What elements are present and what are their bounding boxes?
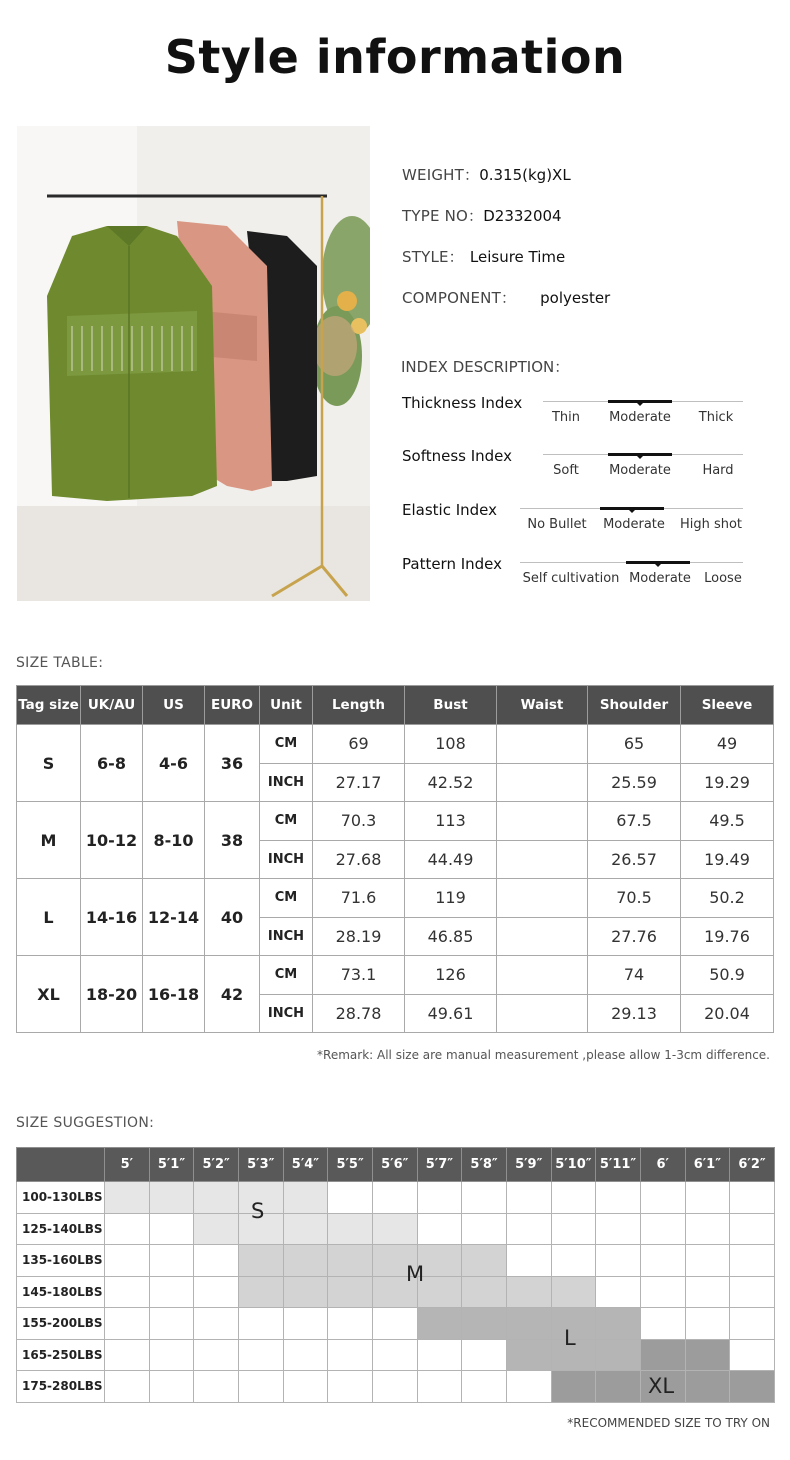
suggestion-cell	[238, 1339, 283, 1371]
index-pointer-icon	[637, 403, 643, 406]
index-option-selected: Moderate	[603, 517, 665, 532]
suggestion-cell-size-m	[462, 1276, 507, 1308]
size-col-header: Waist	[497, 686, 588, 725]
weight-row-label: 165-250LBS	[17, 1339, 105, 1371]
weight-row-label: 145-180LBS	[17, 1276, 105, 1308]
size-measure-cell: 67.5	[588, 802, 681, 841]
index-option: Self cultivation	[522, 571, 620, 586]
suggestion-cell-size-m	[283, 1245, 328, 1277]
suggestion-row	[17, 1213, 775, 1245]
suggestion-cell	[506, 1371, 551, 1403]
size-measure-cell: 20.04	[681, 994, 774, 1033]
size-measure-cell: 19.76	[681, 917, 774, 956]
size-measure-cell	[497, 725, 588, 764]
height-col-header: 5′2″	[194, 1148, 239, 1182]
height-col-header: 5′5″	[328, 1148, 373, 1182]
suggestion-cell	[685, 1276, 730, 1308]
weight-row-label: 175-280LBS	[17, 1371, 105, 1403]
size-euro-cell: 36	[205, 725, 260, 802]
suggestion-cell	[640, 1276, 685, 1308]
suggestion-cell	[283, 1308, 328, 1340]
index-option-selected: Moderate	[609, 410, 671, 425]
suggestion-cell	[730, 1213, 775, 1245]
component-row	[402, 287, 610, 308]
size-col-header: Shoulder	[588, 686, 681, 725]
suggestion-cell	[730, 1308, 775, 1340]
suggestion-cell	[596, 1245, 641, 1277]
size-suggestion-table	[16, 1147, 775, 1403]
suggestion-cell	[596, 1213, 641, 1245]
size-euro-cell: 42	[205, 956, 260, 1033]
size-table-row	[17, 802, 774, 841]
suggestion-cell	[640, 1213, 685, 1245]
suggestion-cell-size-x	[730, 1371, 775, 1403]
size-measure-cell	[497, 917, 588, 956]
suggestion-cell-size-s	[283, 1213, 328, 1245]
suggestion-cell	[730, 1339, 775, 1371]
weight-row-label: 125-140LBS	[17, 1213, 105, 1245]
index-pointer-icon	[655, 564, 661, 567]
size-unit-cell: CM	[260, 725, 313, 764]
index-option-selected: Moderate	[629, 571, 691, 586]
suggestion-row	[17, 1339, 775, 1371]
size-table-row	[17, 956, 774, 995]
size-measure-cell: 29.13	[588, 994, 681, 1033]
height-col-header: 5′10″	[551, 1148, 596, 1182]
suggestion-cell	[149, 1308, 194, 1340]
index-name: Pattern Index	[402, 555, 503, 573]
index-option: Thick	[698, 410, 734, 425]
suggestion-cell-size-l	[596, 1339, 641, 1371]
suggestion-cell-size-s	[149, 1182, 194, 1214]
suggestion-cell	[596, 1276, 641, 1308]
size-uk-cell: 10-12	[81, 802, 143, 879]
height-col-header: 5′11″	[596, 1148, 641, 1182]
size-measure-cell	[497, 956, 588, 995]
height-col-header: 5′	[105, 1148, 150, 1182]
size-measure-cell: 19.29	[681, 763, 774, 802]
suggestion-cell-size-m	[328, 1245, 373, 1277]
weight-label: WEIGHT：	[402, 166, 480, 184]
suggestion-cell	[551, 1213, 596, 1245]
index-option-selected: Moderate	[609, 463, 671, 478]
height-col-header: 5′9″	[506, 1148, 551, 1182]
size-measure-cell: 42.52	[405, 763, 497, 802]
suggestion-cell-size-l	[417, 1308, 462, 1340]
size-measure-cell: 19.49	[681, 840, 774, 879]
suggestion-cell	[105, 1245, 150, 1277]
size-unit-cell: CM	[260, 802, 313, 841]
size-measure-cell	[497, 879, 588, 918]
suggestion-cell	[730, 1276, 775, 1308]
suggestion-cell-size-l	[506, 1339, 551, 1371]
size-table-label: SIZE TABLE:	[16, 655, 104, 671]
suggestion-cell	[149, 1213, 194, 1245]
style-row	[402, 246, 565, 267]
suggestion-cell	[149, 1371, 194, 1403]
suggestion-cell	[551, 1182, 596, 1214]
size-measure-cell: 25.59	[588, 763, 681, 802]
suggestion-cell	[417, 1371, 462, 1403]
suggestion-cell	[328, 1371, 373, 1403]
suggestion-cell	[283, 1371, 328, 1403]
size-measure-cell: 108	[405, 725, 497, 764]
size-measure-cell: 119	[405, 879, 497, 918]
size-measure-cell: 50.9	[681, 956, 774, 995]
size-measure-cell: 126	[405, 956, 497, 995]
suggestion-cell	[105, 1276, 150, 1308]
size-us-cell: 4-6	[143, 725, 205, 802]
suggestion-cell-size-m	[238, 1276, 283, 1308]
suggestion-cell	[194, 1276, 239, 1308]
style-value: Leisure Time	[469, 248, 566, 266]
type-label: TYPE NO：	[402, 207, 484, 225]
size-measure-cell	[497, 840, 588, 879]
suggestion-cell-size-s	[194, 1213, 239, 1245]
size-remark: *Remark: All size are manual measurement ,please allow 1-3cm difference.	[317, 1048, 770, 1062]
suggestion-cell	[105, 1308, 150, 1340]
suggestion-cell-size-l	[462, 1308, 507, 1340]
size-table-header-row	[17, 686, 774, 725]
index-heading: INDEX DESCRIPTION：	[401, 358, 570, 376]
size-unit-cell: CM	[260, 879, 313, 918]
size-col-header: Sleeve	[681, 686, 774, 725]
suggestion-cell	[462, 1339, 507, 1371]
suggestion-cell-size-m	[462, 1245, 507, 1277]
size-measure-cell: 49.61	[405, 994, 497, 1033]
size-measure-cell	[497, 802, 588, 841]
size-measure-cell: 28.78	[313, 994, 405, 1033]
size-measure-cell	[497, 763, 588, 802]
size-measure-cell: 26.57	[588, 840, 681, 879]
suggestion-cell	[462, 1371, 507, 1403]
suggestion-cell	[328, 1339, 373, 1371]
size-measure-cell: 46.85	[405, 917, 497, 956]
suggestion-cell-size-x	[685, 1371, 730, 1403]
suggestion-cell	[283, 1339, 328, 1371]
suggestion-cell	[238, 1371, 283, 1403]
suggestion-corner-cell	[17, 1148, 105, 1182]
index-pointer-icon	[629, 510, 635, 513]
weight-row-label: 155-200LBS	[17, 1308, 105, 1340]
suggestion-cell-size-l	[506, 1308, 551, 1340]
suggestion-cell	[596, 1182, 641, 1214]
size-measure-cell: 113	[405, 802, 497, 841]
type-row	[402, 205, 562, 226]
suggestion-cell	[149, 1276, 194, 1308]
suggestion-cell	[417, 1182, 462, 1214]
suggestion-cell	[149, 1339, 194, 1371]
height-col-header: 6′	[640, 1148, 685, 1182]
suggestion-cell-size-x	[551, 1371, 596, 1403]
size-col-header: UK/AU	[81, 686, 143, 725]
suggestion-cell	[417, 1213, 462, 1245]
weight-row	[402, 164, 571, 185]
height-col-header: 5′6″	[372, 1148, 417, 1182]
height-col-header: 5′7″	[417, 1148, 462, 1182]
size-measure-cell: 50.2	[681, 879, 774, 918]
suggestion-cell-size-x	[685, 1339, 730, 1371]
suggestion-cell-size-m	[506, 1276, 551, 1308]
size-uk-cell: 14-16	[81, 879, 143, 956]
size-tag-cell: S	[17, 725, 81, 802]
size-euro-cell: 38	[205, 802, 260, 879]
suggestion-cell-size-m	[328, 1276, 373, 1308]
size-suggestion-label: SIZE SUGGESTION:	[16, 1115, 155, 1131]
size-measure-cell	[497, 994, 588, 1033]
size-unit-cell: INCH	[260, 763, 313, 802]
size-measure-cell: 49.5	[681, 802, 774, 841]
component-label: COMPONENT：	[402, 289, 517, 307]
size-measure-cell: 73.1	[313, 956, 405, 995]
height-col-header: 5′4″	[283, 1148, 328, 1182]
size-measure-cell: 44.49	[405, 840, 497, 879]
height-col-header: 6′2″	[730, 1148, 775, 1182]
suggestion-cell	[149, 1245, 194, 1277]
size-table	[16, 685, 774, 1033]
size-unit-cell: INCH	[260, 994, 313, 1033]
size-measure-cell: 69	[313, 725, 405, 764]
size-measure-cell: 49	[681, 725, 774, 764]
suggestion-cell	[685, 1182, 730, 1214]
size-uk-cell: 6-8	[81, 725, 143, 802]
size-tag-cell: M	[17, 802, 81, 879]
suggestion-cell	[194, 1245, 239, 1277]
size-measure-cell: 74	[588, 956, 681, 995]
type-value: D2332004	[483, 207, 562, 225]
index-name: Softness Index	[402, 447, 513, 465]
index-option: High shot	[679, 517, 743, 532]
suggestion-cell-size-s	[194, 1182, 239, 1214]
suggestion-cell	[372, 1339, 417, 1371]
suggestion-cell	[551, 1245, 596, 1277]
weight-value: 0.315(kg)XL	[479, 166, 571, 184]
height-col-header: 5′3″	[238, 1148, 283, 1182]
size-us-cell: 16-18	[143, 956, 205, 1033]
suggestion-cell-size-s	[283, 1182, 328, 1214]
size-table-row	[17, 725, 774, 764]
suggestion-cell	[685, 1245, 730, 1277]
suggestion-cell	[328, 1182, 373, 1214]
suggestion-header-row	[17, 1148, 775, 1182]
suggestion-cell	[640, 1308, 685, 1340]
suggestion-cell	[640, 1245, 685, 1277]
size-measure-cell: 70.3	[313, 802, 405, 841]
size-measure-cell: 65	[588, 725, 681, 764]
size-tag-cell: XL	[17, 956, 81, 1033]
size-col-header: US	[143, 686, 205, 725]
suggestion-cell	[506, 1213, 551, 1245]
index-option: Loose	[704, 571, 742, 586]
suggestion-cell	[194, 1308, 239, 1340]
zone-label-m: M	[406, 1262, 425, 1286]
weight-row-label: 100-130LBS	[17, 1182, 105, 1214]
recommend-note: *RECOMMENDED SIZE TO TRY ON	[567, 1416, 770, 1430]
size-measure-cell: 27.17	[313, 763, 405, 802]
zone-label-xl: XL	[648, 1374, 675, 1398]
suggestion-cell	[105, 1371, 150, 1403]
suggestion-cell	[105, 1213, 150, 1245]
size-table-row	[17, 879, 774, 918]
size-unit-cell: INCH	[260, 917, 313, 956]
index-option: Soft	[553, 463, 579, 478]
suggestion-cell	[685, 1213, 730, 1245]
suggestion-cell	[640, 1182, 685, 1214]
suggestion-cell	[238, 1308, 283, 1340]
suggestion-row	[17, 1245, 775, 1277]
suggestion-cell	[506, 1182, 551, 1214]
size-col-header: EURO	[205, 686, 260, 725]
suggestion-cell	[372, 1182, 417, 1214]
suggestion-cell	[417, 1339, 462, 1371]
suggestion-cell	[685, 1308, 730, 1340]
index-option: No Bullet	[527, 517, 587, 532]
component-value: polyester	[540, 289, 611, 307]
suggestion-cell	[462, 1182, 507, 1214]
suggestion-cell	[372, 1371, 417, 1403]
suggestion-cell-size-l	[596, 1308, 641, 1340]
index-option: Hard	[702, 463, 734, 478]
suggestion-cell-size-s	[328, 1213, 373, 1245]
size-measure-cell: 71.6	[313, 879, 405, 918]
size-measure-cell: 27.76	[588, 917, 681, 956]
size-col-header: Length	[313, 686, 405, 725]
height-col-header: 5′8″	[462, 1148, 507, 1182]
suggestion-cell	[105, 1339, 150, 1371]
page-title: Style information	[164, 30, 626, 84]
size-col-header: Bust	[405, 686, 497, 725]
size-uk-cell: 18-20	[81, 956, 143, 1033]
size-us-cell: 8-10	[143, 802, 205, 879]
size-euro-cell: 40	[205, 879, 260, 956]
suggestion-cell	[730, 1245, 775, 1277]
height-col-header: 6′1″	[685, 1148, 730, 1182]
size-measure-cell: 28.19	[313, 917, 405, 956]
zone-label-l: L	[564, 1326, 576, 1350]
product-photo-illustration	[17, 126, 370, 601]
suggestion-cell	[730, 1182, 775, 1214]
index-name: Elastic Index	[402, 501, 498, 519]
size-measure-cell: 27.68	[313, 840, 405, 879]
index-name: Thickness Index	[402, 394, 523, 412]
size-tag-cell: L	[17, 879, 81, 956]
suggestion-cell	[506, 1245, 551, 1277]
suggestion-row	[17, 1308, 775, 1340]
suggestion-cell	[194, 1339, 239, 1371]
index-pointer-icon	[637, 456, 643, 459]
suggestion-cell-size-m	[238, 1245, 283, 1277]
size-measure-cell: 70.5	[588, 879, 681, 918]
suggestion-row	[17, 1276, 775, 1308]
suggestion-cell-size-m	[551, 1276, 596, 1308]
suggestion-cell-size-s	[372, 1213, 417, 1245]
suggestion-cell-size-x	[596, 1371, 641, 1403]
suggestion-row	[17, 1182, 775, 1214]
size-us-cell: 12-14	[143, 879, 205, 956]
size-unit-cell: INCH	[260, 840, 313, 879]
suggestion-cell	[194, 1371, 239, 1403]
suggestion-cell-size-s	[105, 1182, 150, 1214]
zone-label-s: S	[251, 1199, 265, 1223]
size-col-header: Unit	[260, 686, 313, 725]
suggestion-cell-size-x	[640, 1339, 685, 1371]
index-option: Thin	[551, 410, 581, 425]
size-unit-cell: CM	[260, 956, 313, 995]
suggestion-cell	[372, 1308, 417, 1340]
suggestion-cell	[462, 1213, 507, 1245]
size-col-header: Tag size	[17, 686, 81, 725]
height-col-header: 5′1″	[149, 1148, 194, 1182]
suggestion-cell	[328, 1308, 373, 1340]
suggestion-cell-size-m	[283, 1276, 328, 1308]
style-label: STYLE：	[402, 248, 464, 266]
product-photo	[17, 126, 370, 601]
weight-row-label: 135-160LBS	[17, 1245, 105, 1277]
